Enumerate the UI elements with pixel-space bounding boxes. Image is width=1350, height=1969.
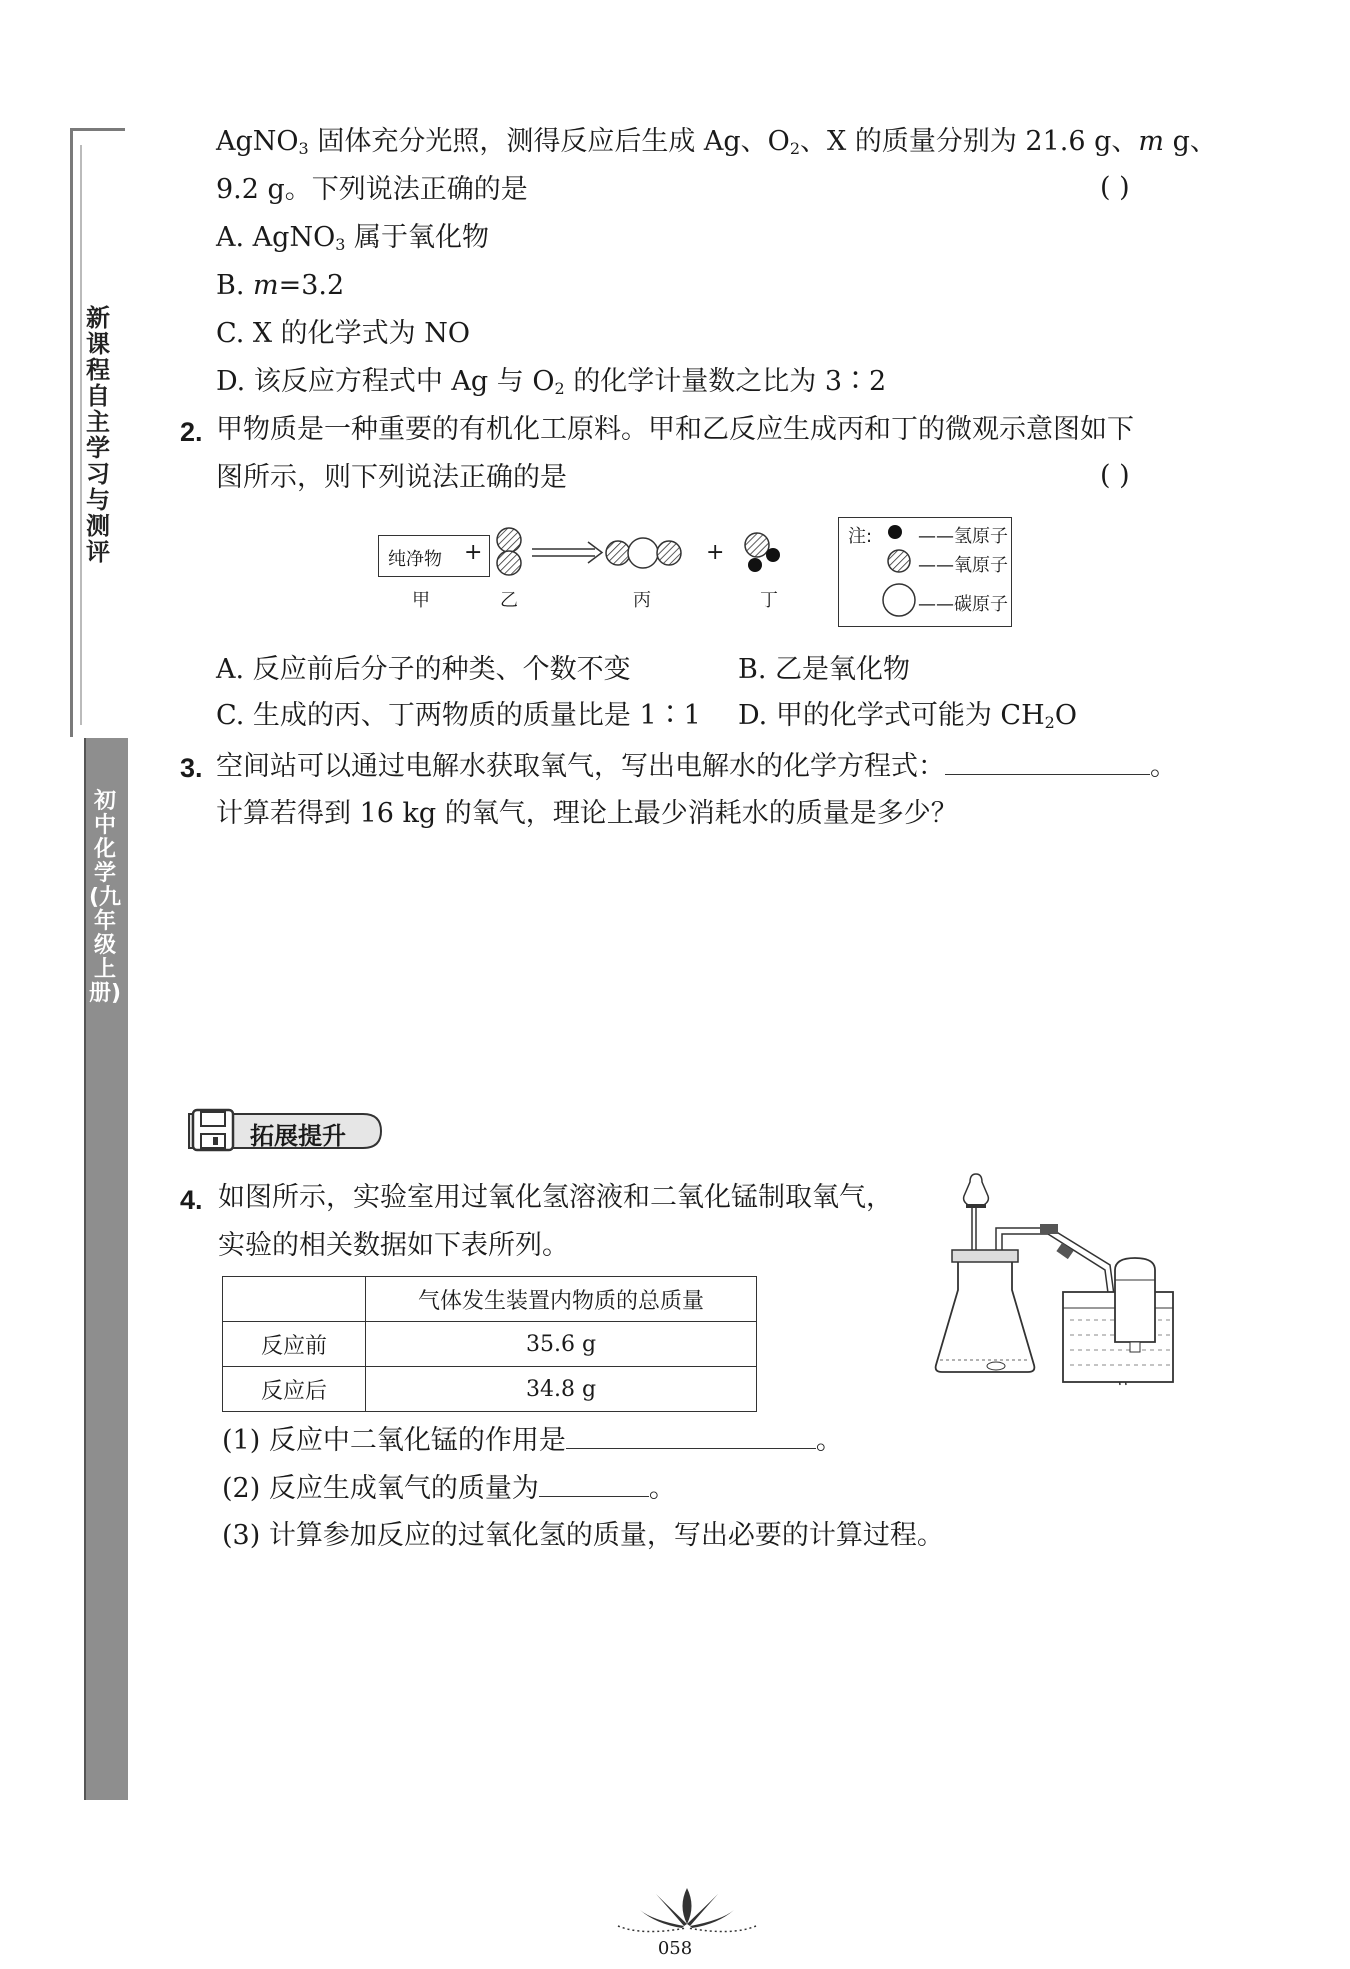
carbon-atom-icon: [883, 584, 915, 616]
q1-stem-line1: AgNO$_3$ 固体充分光照，测得反应后生成 Ag、$O_2$、X 的质量分别为 21.6 g、m g、: [216, 126, 1217, 158]
q4-sub2-blank[interactable]: [539, 1470, 649, 1497]
q4-stem-line1: 如图所示，实验室用过氧化氢溶液和二氧化锰制取氧气，: [218, 1182, 893, 1213]
q1-option-d: D. 该反应方程式中 Ag 与 $O_2$ 的化学计量数之比为 3∶2: [216, 366, 887, 398]
sidebar-book-title: 新课程自主学习与测评: [86, 304, 110, 566]
q2-option-b: B. 乙是氧化物: [738, 654, 911, 685]
label-bing: 丙: [633, 590, 651, 611]
legend-hydrogen: ——氢原子: [918, 526, 1008, 547]
section-title: 拓展提升: [250, 1122, 346, 1150]
q3-number: 3.: [180, 753, 203, 783]
q4-number: 4.: [180, 1185, 203, 1215]
q4-sub1-blank[interactable]: [566, 1422, 816, 1449]
q4-data-table: [222, 1276, 757, 1412]
q1-answer-paren[interactable]: ( ): [1100, 172, 1130, 203]
legend-oxygen: ——氧原子: [918, 555, 1008, 576]
label-ding: 丁: [760, 590, 778, 611]
table-row: [223, 1322, 757, 1367]
legend-title: 注:: [848, 526, 873, 547]
q3-answer-blank[interactable]: [945, 748, 1150, 775]
table-header-cell: [223, 1277, 366, 1322]
q2-stem-line1: 甲物质是一种重要的有机化工原料。甲和乙反应生成丙和丁的微观示意图如下: [216, 414, 1134, 445]
sidebar-subject: 初中化学(九年级上册): [88, 789, 122, 1006]
q2-answer-paren[interactable]: ( ): [1100, 460, 1130, 491]
q3-stem-line1: 空间站可以通过电解水获取氧气，写出电解水的化学方程式： 。: [216, 748, 1177, 785]
q2-option-a: A. 反应前后分子的种类、个数不变: [216, 654, 631, 685]
hydrogen-atom-icon: [888, 525, 902, 539]
table-cell: 反应前: [223, 1322, 366, 1367]
label-yi: 乙: [500, 590, 518, 611]
oxygen-molecule-icon: [497, 528, 521, 575]
table-header-row: [223, 1277, 757, 1322]
q1-option-c: C. X 的化学式为 NO: [216, 318, 471, 349]
page-number: 058: [657, 1938, 693, 1959]
plus-sign-1: +: [464, 540, 483, 565]
table-cell: 35.6 g: [366, 1322, 757, 1367]
q4-sub3: (3) 计算参加反应的过氧化氢的质量，写出必要的计算过程。: [222, 1520, 944, 1551]
oxygen-atom-icon: [888, 550, 910, 572]
q4-stem-line2: 实验的相关数据如下表所列。: [218, 1230, 569, 1261]
table-header-cell: 气体发生装置内物质的总质量: [366, 1277, 757, 1322]
q2-option-c: C. 生成的丙、丁两物质的质量比是 1∶1: [216, 700, 701, 731]
q2-stem-line2: 图所示，则下列说法正确的是: [216, 462, 567, 493]
q2-number: 2.: [180, 417, 203, 447]
carbon-dioxide-molecule-icon: [606, 538, 681, 568]
legend-carbon: ——碳原子: [918, 594, 1008, 615]
oxygen-apparatus-illustration: [930, 1170, 1190, 1390]
q4-sub2: (2) 反应生成氧气的质量为 。: [222, 1470, 676, 1507]
q2-option-d: D. 甲的化学式可能为 $CH_2O$: [738, 700, 1077, 732]
q4-sub1: (1) 反应中二氧化锰的作用是 。: [222, 1422, 843, 1459]
q1-stem-line2: 9.2 g。下列说法正确的是: [216, 174, 528, 205]
plus-sign-2: +: [706, 540, 725, 565]
q1-option-a: A. AgNO$_3$ 属于氧化物: [216, 222, 489, 254]
q3-stem-line2: 计算若得到 16 kg 的氧气，理论上最少消耗水的质量是多少？: [216, 798, 958, 829]
reaction-arrow-icon: [532, 542, 602, 563]
water-molecule-icon: [745, 533, 780, 572]
label-jia: 甲: [412, 590, 430, 611]
table-cell: 反应后: [223, 1367, 366, 1412]
footer-ornament-icon: [612, 1880, 762, 1940]
pure-substance-label: 纯净物: [388, 549, 442, 570]
q1-option-b: B. m=3.2: [216, 270, 345, 301]
table-cell: 34.8 g: [366, 1367, 757, 1412]
table-row: [223, 1367, 757, 1412]
floppy-disk-icon: [193, 1110, 233, 1150]
